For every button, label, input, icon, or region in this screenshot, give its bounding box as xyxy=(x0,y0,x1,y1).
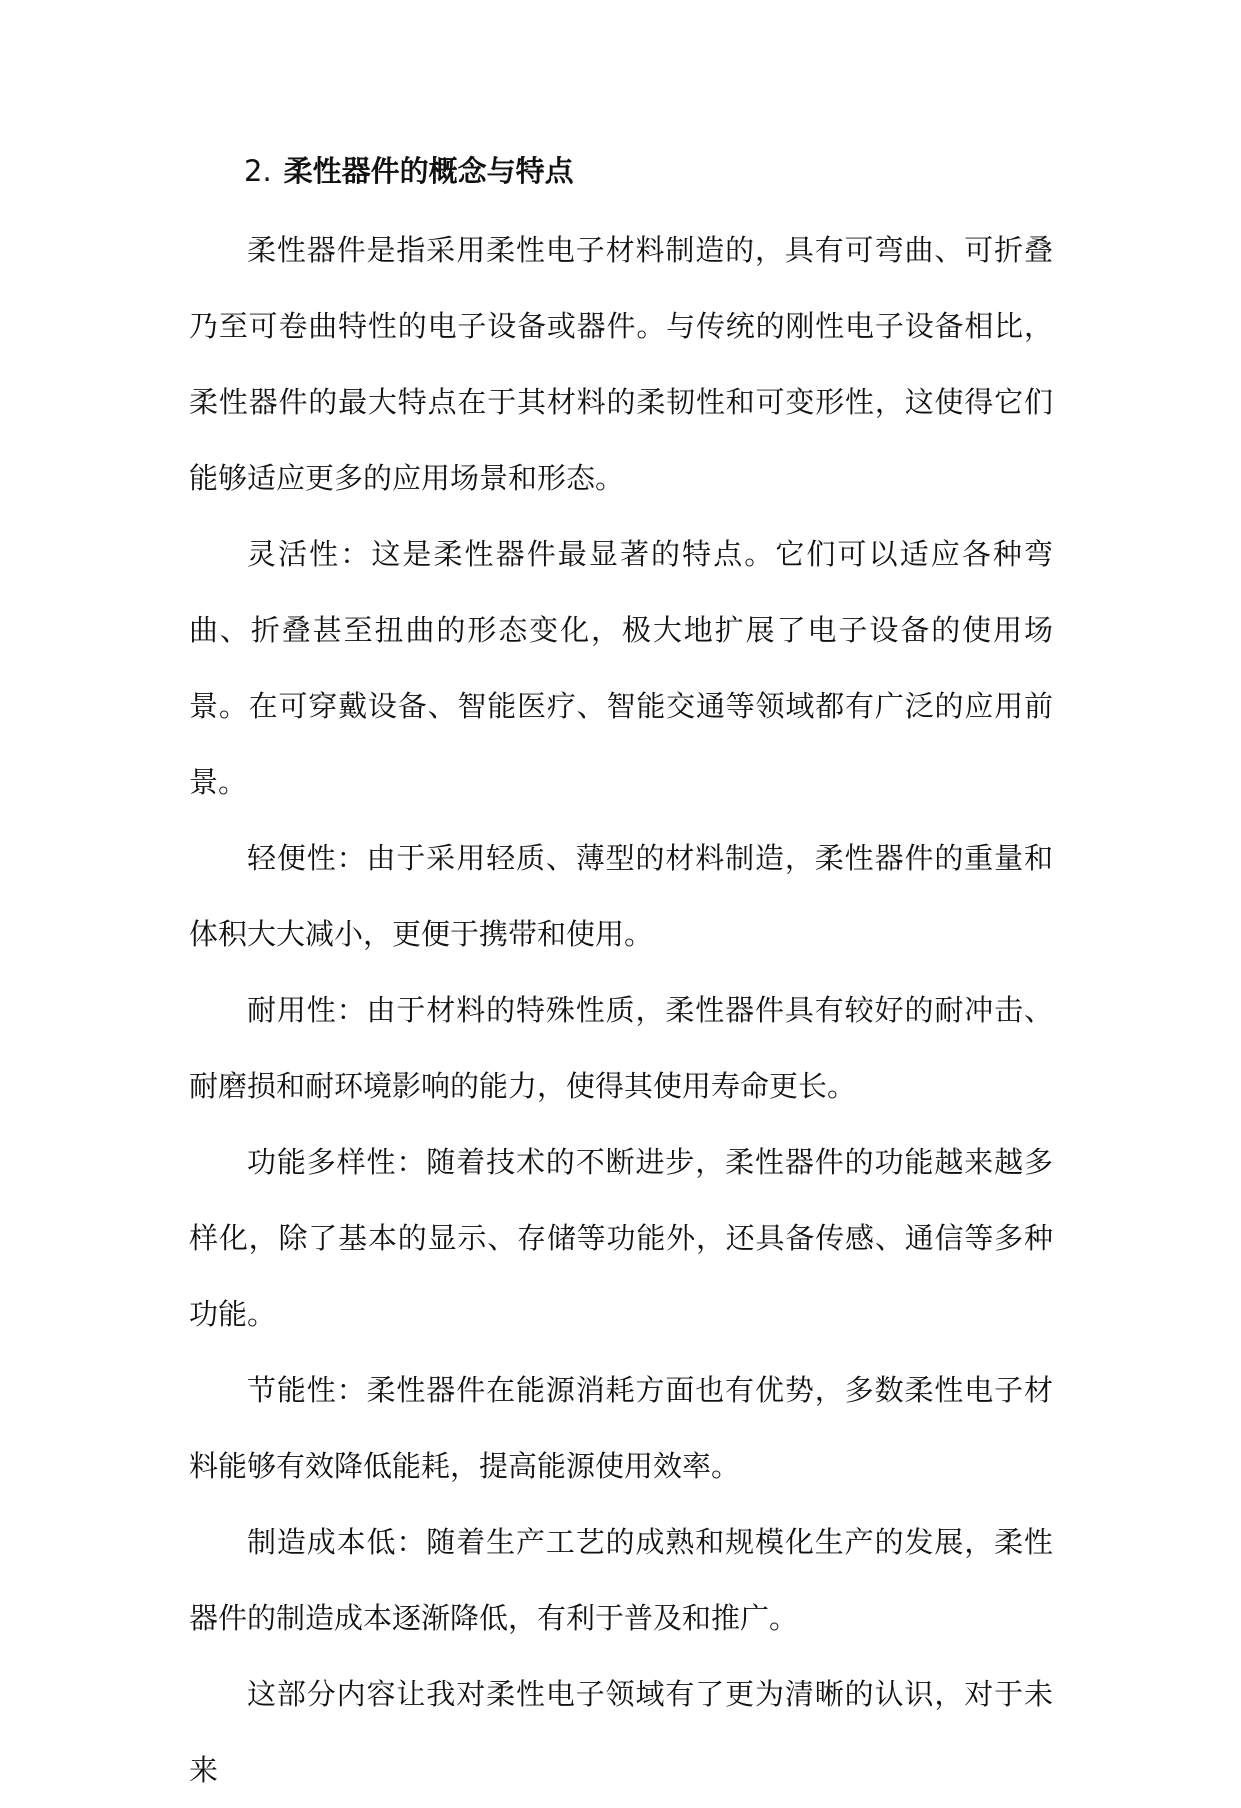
section-heading xyxy=(189,140,1053,202)
paragraph-durability: 耐用性：由于材料的特殊性质，柔性器件具有较好的耐冲击、耐磨损和耐环境影响的能力，使得其使用寿命更长。 xyxy=(189,993,1053,1103)
paragraph-intro: 柔性器件是指采用柔性电子材料制造的，具有可弯曲、可折叠乃至可卷曲特性的电子设备或器件。与传统的刚性电子设备相比，柔性器件的最大特点在于其材料的柔韧性和可变形性，这使得它们能够适应更多的应用场景和形态。 xyxy=(189,233,1053,495)
paragraph-multifunction: 功能多样性：随着技术的不断进步，柔性器件的功能越来越多样化，除了基本的显示、存储等功能外，还具备传感、通信等多种功能。 xyxy=(189,1145,1053,1331)
paragraph-portability: 轻便性：由于采用轻质、薄型的材料制造，柔性器件的重量和体积大大减小，更便于携带和使用。 xyxy=(189,841,1053,951)
document-body xyxy=(189,140,1053,1808)
section-number: 2. xyxy=(244,154,272,188)
paragraph-low-cost: 制造成本低：随着生产工艺的成熟和规模化生产的发展，柔性器件的制造成本逐渐降低，有利于普及和推广。 xyxy=(189,1525,1053,1635)
section-title: 柔性器件的概念与特点 xyxy=(283,154,574,188)
paragraph-reflection: 这部分内容让我对柔性电子领域有了更为清晰的认识，对于未来 xyxy=(189,1677,1053,1787)
paragraph-flexibility: 灵活性：这是柔性器件最显著的特点。它们可以适应各种弯曲、折叠甚至扭曲的形态变化，极大地扩展了电子设备的使用场景。在可穿戴设备、智能医疗、智能交通等领域都有广泛的应用前景。 xyxy=(189,537,1053,799)
paragraph-energy-saving: 节能性：柔性器件在能源消耗方面也有优势，多数柔性电子材料能够有效降低能耗，提高能源使用效率。 xyxy=(189,1373,1053,1483)
